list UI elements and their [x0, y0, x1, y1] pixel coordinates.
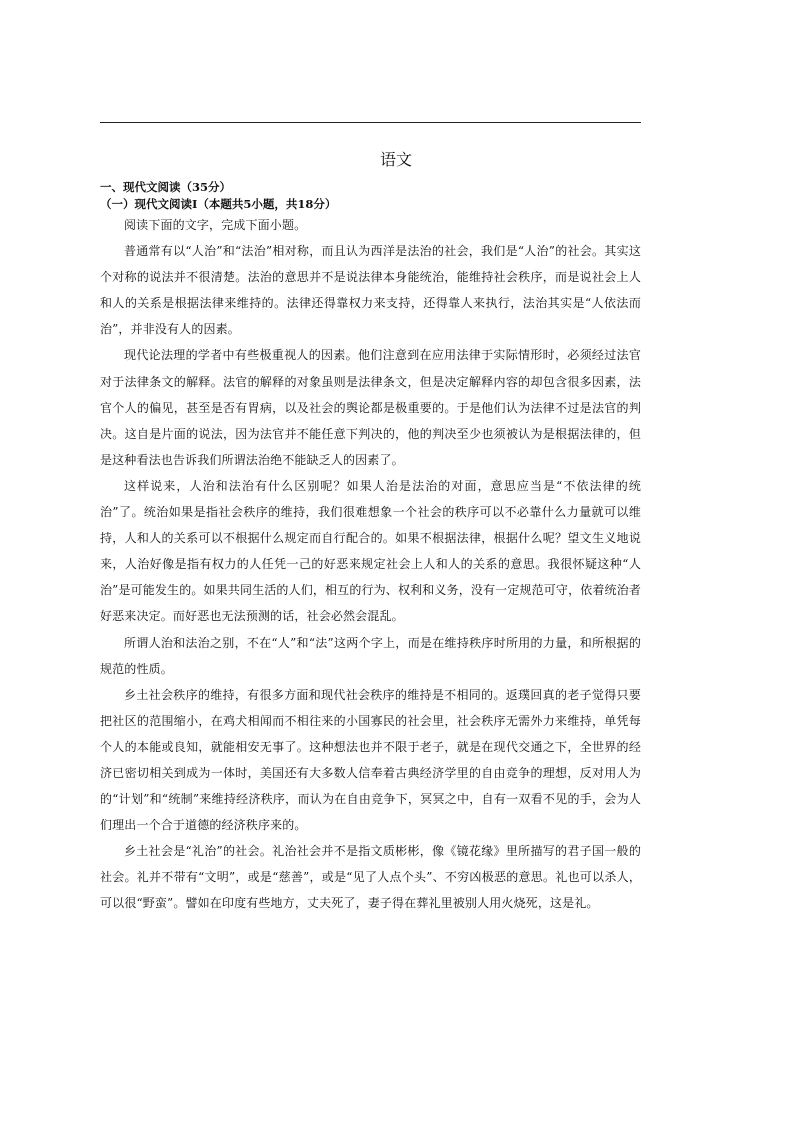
paragraph: 现代论法理的学者中有些极重视人的因素。他们注意到在应用法律于实际情形时，必须经过法官对于法律条文的解释。法官的解释的对象虽则是法律条文，但是决定解释内容的却包含很多因素，法官个人的偏见，甚至是否有胃病，以及社会的舆论都是极重要的。于是他们认为法律不过是法官的判决。这自是片面的说法，因为法官并不能任意下判决的，他的判决至少也须被认为是根据法律的，但是这种看法也告诉我们所谓法治绝不能缺乏人的因素了。 [100, 348, 641, 467]
paragraph: 普通常有以“人治”和“法治”相对称，而且认为西洋是法治的社会，我们是“人治”的社会。其实这个对称的说法并不很清楚。法治的意思并不是说法律本身能统治，能维持社会秩序，而是说社会上人和人的关系是根据法律来维持的。法律还得靠权力来支持，还得靠人来执行，法治其实是“人依法而治”，并非没有人的因素。 [100, 244, 641, 337]
page-title: 语文 [379, 150, 412, 169]
paragraph: 所谓人治和法治之别，不在“人”和“法”这两个字上，而是在维持秩序时所用的力量，和所根据的规范的性质。 [100, 635, 641, 676]
instruction-text: 阅读下面的文字，完成下面小题。 [124, 218, 307, 232]
section-heading: 一、现代文阅读（35分） [100, 180, 232, 194]
paragraph: 乡土社会是“礼治”的社会。礼治社会并不是指文质彬彬，像《镜花缘》里所描写的君子国一般的社会。礼并不带有“文明”，或是“慈善”，或是“见了人点个头”、不穷凶极恶的意思。礼也可以杀人，可以很“野蛮”。譬如在印度有些地方，丈夫死了，妻子得在葬礼里被别人用火烧死，这是礼。 [100, 844, 641, 911]
subsection-heading: （一）现代文阅读Ⅰ（本题共5小题，共18分） [100, 197, 337, 211]
header-rule [100, 122, 641, 123]
paragraph: 这样说来，人治和法治有什么区别呢？如果人治是法治的对面，意思应当是“不依法律的统治”了。统治如果是指社会秩序的维持，我们很难想象一个社会的秩序可以不必靠什么力量就可以维持，人和人的关系可以不根据什么规定而自行配合的。如果不根据法律，根据什么呢？望文生义地说来，人治好像是指有权力的人任凭一己的好恶来规定社会上人和人的关系的意思。我很怀疑这种“人治”是可能发生的。如果共同生活的人们，相互的行为、权利和义务，没有一定规范可守，依着统治者好恶来决定。而好恶也无法预测的话，社会必然会混乱。 [100, 478, 641, 624]
paragraph: 乡土社会秩序的维持，有很多方面和现代社会秩序的维持是不相同的。返璞回真的老子觉得只要把社区的范围缩小，在鸡犬相闻而不相往来的小国寡民的社会里，社会秩序无需外力来维持，单凭每个人的本能或良知，就能相安无事了。这种想法也并不限于老子，就是在现代交通之下，全世界的经济已密切相关到成为一体时，美国还有大多数人信奉着古典经济学里的自由竞争的理想，反对用人为的“计划”和“统制”来维持经济秩序，而认为在自由竞争下，冥冥之中，自有一双看不见的手，会为人们理出一个合于道德的经济秩序来的。 [100, 687, 641, 833]
reading-passage [100, 212, 641, 917]
